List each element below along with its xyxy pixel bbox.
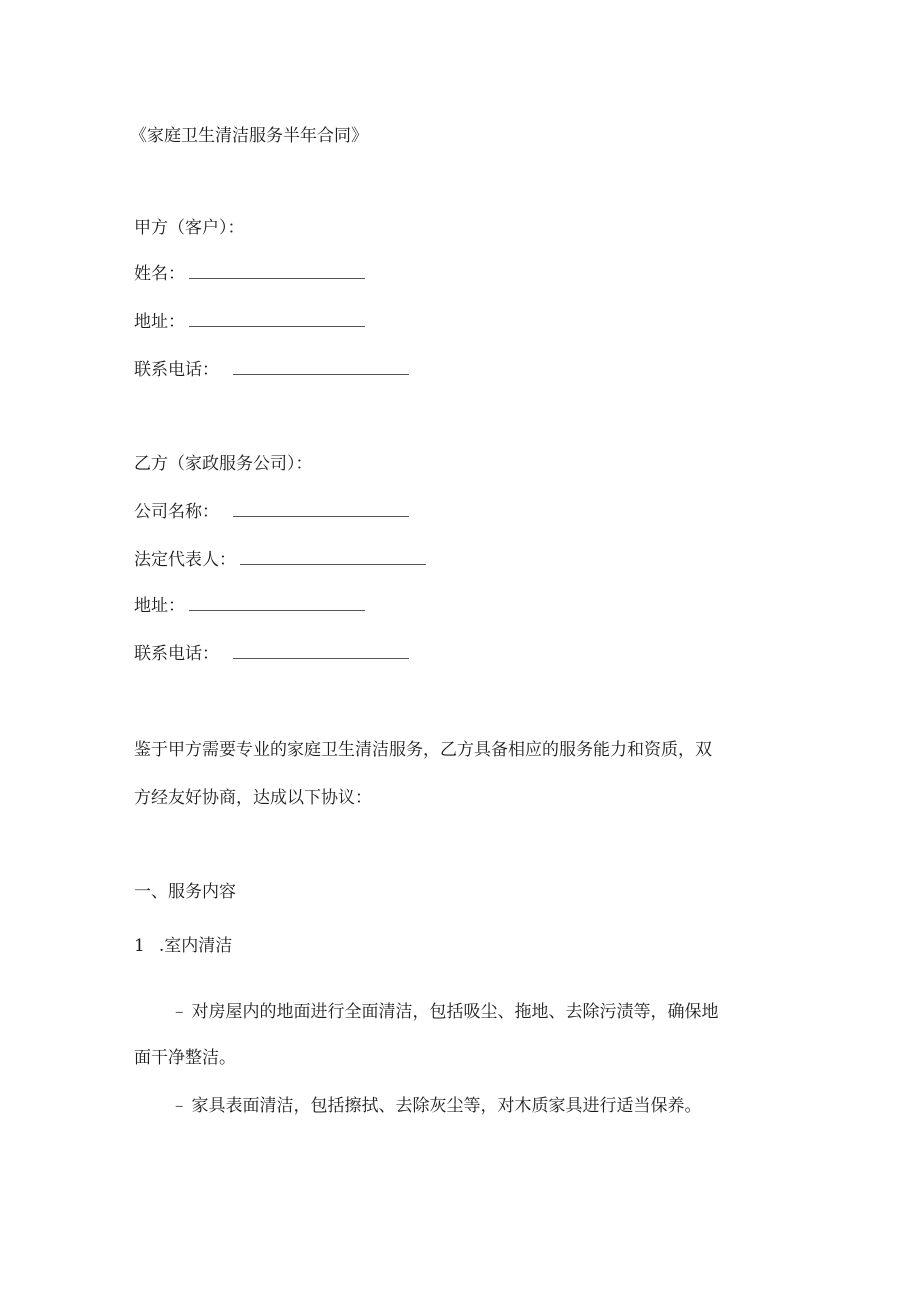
item-1-line-2: 面干净整洁。 bbox=[134, 1048, 236, 1068]
party-b-company-blank[interactable] bbox=[233, 500, 409, 517]
item-2-dash: – bbox=[175, 1096, 184, 1116]
party-a-address-label: 地址： bbox=[134, 312, 185, 332]
party-b-legal-rep-row bbox=[134, 548, 426, 572]
party-a-address-blank[interactable] bbox=[189, 310, 365, 327]
party-b-address-blank[interactable] bbox=[189, 594, 365, 611]
party-a-address-row bbox=[134, 310, 365, 334]
party-b-phone-label: 联系电话： bbox=[134, 644, 219, 664]
party-b-heading: 乙方（家政服务公司）： bbox=[134, 454, 313, 474]
item-1-line-1 bbox=[175, 1000, 719, 1024]
party-a-heading: 甲方（客户）： bbox=[134, 218, 245, 238]
section-1-heading: 一、服务内容 bbox=[134, 882, 236, 902]
party-a-name-blank[interactable] bbox=[189, 262, 365, 279]
subsection-1-heading bbox=[134, 934, 232, 958]
party-b-company-label: 公司名称： bbox=[134, 502, 219, 522]
preamble-line-1: 鉴于甲方需要专业的家庭卫生清洁服务，乙方具备相应的服务能力和资质，双 bbox=[134, 740, 712, 760]
party-b-legal-rep-blank[interactable] bbox=[240, 548, 426, 565]
party-a-phone-row bbox=[134, 358, 409, 382]
party-b-phone-blank[interactable] bbox=[233, 642, 409, 659]
subsection-1-number: 1 bbox=[134, 936, 145, 956]
party-a-name-label: 姓名： bbox=[134, 264, 185, 284]
party-a-phone-label: 联系电话： bbox=[134, 360, 219, 380]
preamble-line-2: 方经友好协商，达成以下协议： bbox=[134, 788, 372, 808]
item-2-line bbox=[175, 1094, 702, 1118]
subsection-1-title: .室内清洁 bbox=[158, 936, 233, 956]
party-b-legal-rep-label: 法定代表人： bbox=[134, 550, 236, 570]
item-2-text: 家具表面清洁，包括擦拭、去除灰尘等，对木质家具进行适当保养。 bbox=[191, 1096, 702, 1116]
document-title: 《家庭卫生清洁服务半年合同》 bbox=[130, 126, 368, 146]
party-b-address-row bbox=[134, 594, 365, 618]
item-1-text: 对房屋内的地面进行全面清洁，包括吸尘、拖地、去除污渍等，确保地 bbox=[191, 1002, 719, 1022]
item-1-dash: – bbox=[175, 1002, 184, 1022]
party-b-phone-row bbox=[134, 642, 409, 666]
party-a-phone-blank[interactable] bbox=[233, 358, 409, 375]
party-b-company-row bbox=[134, 500, 409, 524]
party-a-name-row bbox=[134, 262, 365, 286]
party-b-address-label: 地址： bbox=[134, 596, 185, 616]
